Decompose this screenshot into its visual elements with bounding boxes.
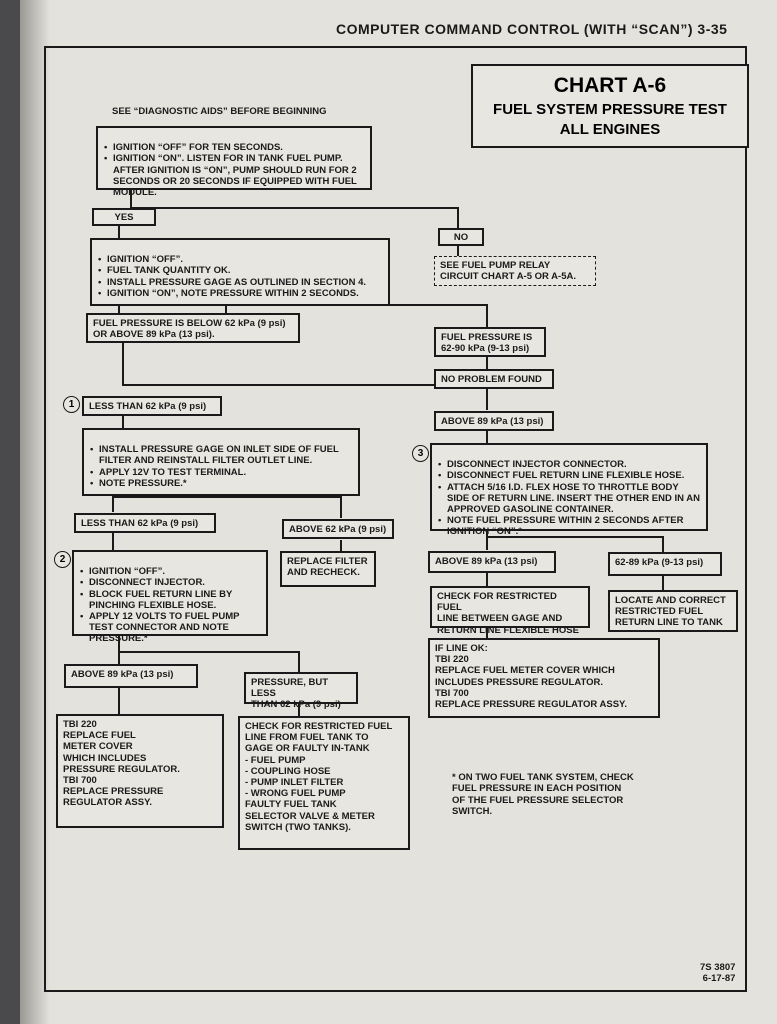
step-line: • BLOCK FUEL RETURN LINE BY PINCHING FLEXIBLE HOSE. [89,589,261,611]
step-line: • IGNITION “ON”. LISTEN FOR IN TANK FUEL PUMP. AFTER IGNITION IS “ON”, PUMP SHOULD RUN FOR 2 SECONDS OR 20 SECONDS IF EQUIPPED WITH FUEL MODULE. [113,153,365,198]
chart-number: CHART A-6 [553,74,667,97]
document-code: 7S 3807 6-17-87 [700,962,736,985]
connector [112,533,114,551]
connector [118,688,120,714]
check-restricted-return-box: CHECK FOR RESTRICTED FUEL LINE BETWEEN GAGE AND RETURN LINE FLEXIBLE HOSE [430,586,590,628]
locate-correct-box: LOCATE AND CORRECT RESTRICTED FUEL RETURN LINE TO TANK [608,590,738,632]
above-89-label-3: ABOVE 89 kPa (13 psi) [64,664,198,688]
chart-subtitle: FUEL SYSTEM PRESSURE TEST [493,101,727,118]
connector [298,651,300,673]
connector [486,430,488,444]
see-aids-note: SEE “DIAGNOSTIC AIDS” BEFORE BEGINNING [112,106,327,117]
step-line: • APPLY 12 VOLTS TO FUEL PUMP TEST CONNECTOR AND NOTE PRESSURE.* [89,611,261,645]
chart-scope: ALL ENGINES [559,121,661,139]
step-install-gage [90,238,390,306]
range-62-89-label: 62-89 kPa (9-13 psi) [608,552,722,576]
two-tank-footnote: * ON TWO FUEL TANK SYSTEM, CHECK FUEL PRESSURE IN EACH POSITION OF THE FUEL PRESSURE SELECTOR SWITCH. [452,772,634,818]
above-89-label-2: ABOVE 89 kPa (13 psi) [428,551,556,573]
step-marker-2: 2 [54,551,71,568]
step-marker-1: 1 [63,396,80,413]
step-line: • IGNITION “ON”, NOTE PRESSURE WITHIN 2 SECONDS. [107,288,383,299]
pressure-in-range-box: FUEL PRESSURE IS 62-90 kPa (9-13 psi) [434,327,546,357]
if-line-ok-box: IF LINE OK: TBI 220 REPLACE FUEL METER COVER WHICH INCLUDES PRESSURE REGULATOR. TBI 700 REPLACE PRESSURE REGULATOR ASSY. [428,638,660,718]
step-line: • IGNITION “OFF” FOR TEN SECONDS. [113,142,365,153]
step-gage-inlet-filter [82,428,360,496]
step-line: • APPLY 12V TO TEST TERMINAL. [99,467,353,478]
step-line: • IGNITION “OFF”. [107,254,383,265]
pressure-but-less-label: PRESSURE, BUT LESS THAN 62 kPa (9 psi) [244,672,358,704]
step-ignition-listen-pump [96,126,372,199]
step-line: • DISCONNECT FUEL RETURN LINE FLEXIBLE HOSE. [447,470,701,481]
yes-branch-label: YES [92,208,156,226]
see-relay-chart-box: SEE FUEL PUMP RELAY CIRCUIT CHART A-5 OR A-5A. [434,256,596,286]
less-than-62-label-2: LESS THAN 62 kPa (9 psi) [74,513,216,533]
connector [486,304,488,328]
less-than-62-label: LESS THAN 62 kPa (9 psi) [82,396,222,416]
above-62-label: ABOVE 62 kPa (9 psi) [282,519,394,539]
page-header: COMPUTER COMMAND CONTROL (WITH “SCAN”) 3-35 [336,21,728,37]
step-disconnect-injector [430,443,708,538]
step-line: • INSTALL PRESSURE GAGE AS OUTLINED IN SECTION 4. [107,277,383,288]
connector [662,576,664,590]
replace-regulator-box: TBI 220 REPLACE FUEL METER COVER WHICH INCLUDES PRESSURE REGULATOR. TBI 700 REPLACE PRESSURE REGULATOR ASSY. [56,714,224,828]
step-marker-3: 3 [412,445,429,462]
connector [486,572,488,586]
step-block-return-line [72,550,268,645]
above-89-label: ABOVE 89 kPa (13 psi) [434,411,554,431]
step-line: • DISCONNECT INJECTOR. [89,577,261,588]
connector [457,207,459,229]
pressure-out-of-range-box: FUEL PRESSURE IS BELOW 62 kPa (9 psi) OR ABOVE 89 kPa (13 psi). [86,313,300,343]
step-line: • IGNITION “OFF”. [89,566,261,577]
connector [122,342,124,386]
no-problem-found-box: NO PROBLEM FOUND [434,369,554,389]
step-line: • ATTACH 5/16 I.D. FLEX HOSE TO THROTTLE BODY SIDE OF RETURN LINE. INSERT THE OTHER END IN AN APPROVED GASOLINE CONTAINER. [447,482,701,516]
step-line: • DISCONNECT INJECTOR CONNECTOR. [447,459,701,470]
replace-filter-box: REPLACE FILTER AND RECHECK. [280,551,376,587]
chart-title-box [471,64,749,148]
step-line: • NOTE PRESSURE.* [99,478,353,489]
step-line: • INSTALL PRESSURE GAGE ON INLET SIDE OF FUEL FILTER AND REINSTALL FILTER OUTLET LINE. [99,444,353,466]
step-line: • NOTE FUEL PRESSURE WITHIN 2 SECONDS AFTER IGNITION “ON”.* [447,515,701,537]
connector [486,356,488,370]
check-restricted-tank-box: CHECK FOR RESTRICTED FUEL LINE FROM FUEL TANK TO GAGE OR FAULTY IN-TANK - FUEL PUMP - COUPLING HOSE - PUMP INLET FILTER - WRONG FUEL PUMP FAULTY FUEL TANK SELECTOR VALVE & METER SWITCH (TWO TANKS). [238,716,410,850]
no-branch-label: NO [438,228,484,246]
step-line: • FUEL TANK QUANTITY OK. [107,265,383,276]
